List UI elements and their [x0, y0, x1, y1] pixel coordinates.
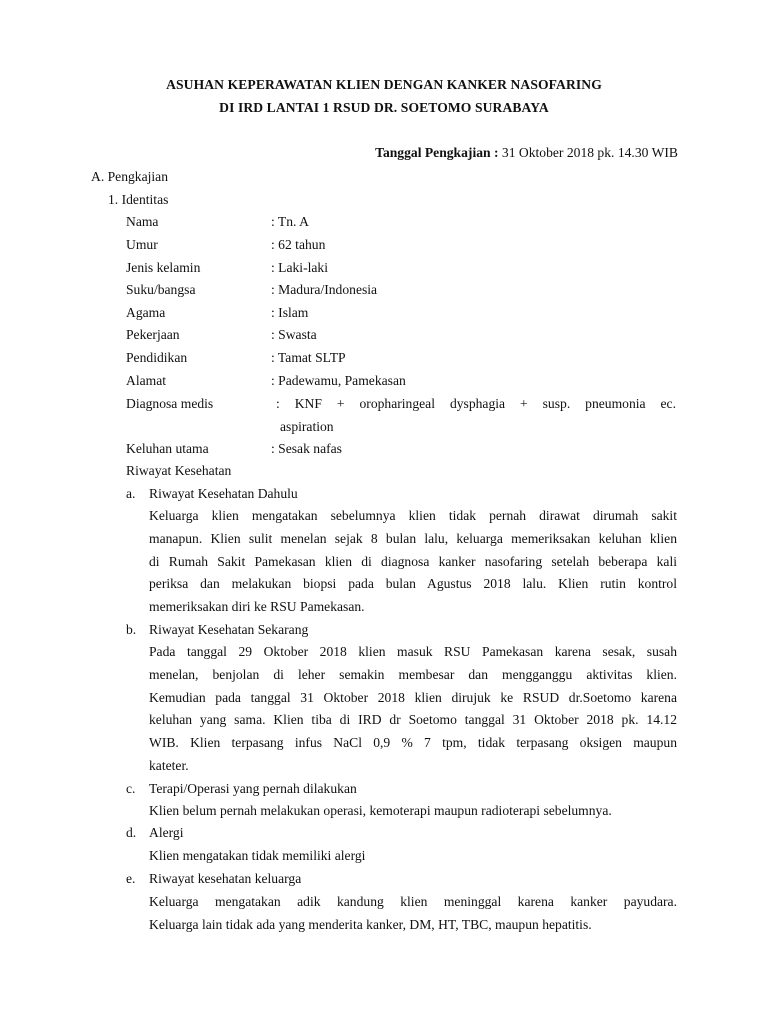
identity-value-nama: : Tn. A — [271, 214, 309, 229]
identity-label-keluhan-utama: Keluhan utama — [126, 441, 209, 456]
item-b-paragraph — [149, 641, 677, 778]
identity-value-agama: : Islam — [271, 305, 309, 320]
document-title-line1: ASUHAN KEPERAWATAN KLIEN DENGAN KANKER NASOFARING — [166, 77, 602, 92]
document-title-line2: DI IRD LANTAI 1 RSUD DR. SOETOMO SURABAYA — [219, 100, 549, 115]
item-e-marker: e. — [126, 871, 136, 886]
assessment-date — [375, 145, 678, 161]
paragraph-line: kateter. — [149, 757, 189, 773]
identity-label-umur: Umur — [126, 237, 158, 252]
identity-label-diagnosa-medis: Diagnosa medis — [126, 396, 214, 411]
identity-value-alamat: : Padewamu, Pamekasan — [271, 373, 406, 388]
paragraph-line: Keluarga mengatakan adik kandung klien meninggal karena kanker payudara. — [149, 894, 677, 909]
item-e-paragraph — [149, 891, 677, 937]
paragraph-line: Keluarga klien mengatakan sebelumnya klien tidak pernah dirawat dirumah sakit — [149, 508, 677, 523]
paragraph-line: menelan, benjolan di leher semakin membesar dan mengganggu aktivitas klien. — [149, 666, 677, 682]
identity-value-keluhan-utama: : Sesak nafas — [271, 441, 342, 456]
paragraph-line: Kemudian pada tanggal 31 Oktober 2018 klien dirujuk ke RSUD dr.Soetomo karena — [149, 689, 677, 705]
identity-value-umur: : 62 tahun — [271, 237, 326, 252]
paragraph-line: Klien mengatakan tidak memiliki alergi — [149, 848, 366, 863]
item-e-heading: Riwayat kesehatan keluarga — [149, 871, 302, 886]
paragraph-line: manapun. Klien sulit menelan sejak 8 bulan lalu, keluarga memeriksakan keluhan klien — [149, 530, 677, 546]
identity-value-diagnosa-medis-line2: aspiration — [280, 419, 334, 434]
identity-label-jenis-kelamin: Jenis kelamin — [126, 260, 201, 275]
riwayat-kesehatan-heading: Riwayat Kesehatan — [126, 463, 232, 478]
paragraph-line: WIB. Klien terpasang infus NaCl 0,9 % 7 tpm, tidak terpasang oksigen maupun — [149, 735, 677, 751]
item-c-heading: Terapi/Operasi yang pernah dilakukan — [149, 781, 357, 796]
identity-label-nama: Nama — [126, 214, 159, 229]
paragraph-line: periksa dan melakukan biopsi pada bulan Agustus 2018 lalu. Klien rutin kontrol — [149, 576, 677, 592]
paragraph-line: Pada tanggal 29 Oktober 2018 klien masuk RSU Pamekasan karena sesak, susah — [149, 644, 677, 659]
identity-value-jenis-kelamin: : Laki-laki — [271, 260, 328, 275]
identity-value-suku-bangsa: : Madura/Indonesia — [271, 282, 378, 297]
identity-label-suku-bangsa: Suku/bangsa — [126, 282, 196, 297]
identity-label-alamat: Alamat — [126, 373, 167, 388]
identity-value-pendidikan: : Tamat SLTP — [271, 350, 346, 365]
paragraph-line: Keluarga lain tidak ada yang menderita kanker, DM, HT, TBC, maupun hepatitis. — [149, 916, 592, 932]
paragraph-line: keluhan yang sama. Klien tiba di IRD dr Soetomo tanggal 31 Oktober 2018 pk. 14.12 — [149, 712, 677, 728]
item-d-marker: d. — [126, 825, 137, 840]
item-b-heading: Riwayat Kesehatan Sekarang — [149, 622, 309, 637]
section-a-heading: A. Pengkajian — [91, 169, 169, 184]
item-b-marker: b. — [126, 622, 137, 637]
item-a-marker: a. — [126, 486, 136, 501]
identity-label-pekerjaan: Pekerjaan — [126, 327, 180, 342]
item-c-paragraph — [149, 800, 677, 823]
identity-value-pekerjaan: : Swasta — [271, 327, 317, 342]
item-c-marker: c. — [126, 781, 136, 796]
identity-label-agama: Agama — [126, 305, 166, 320]
identity-value-diagnosa-medis-line1: : KNF + oropharingeal dysphagia + susp. pneumonia ec. — [276, 396, 676, 411]
paragraph-line: memeriksakan diri ke RSU Pamekasan. — [149, 599, 365, 615]
identity-label-pendidikan: Pendidikan — [126, 350, 188, 365]
item-d-heading: Alergi — [149, 825, 184, 840]
paragraph-line: di Rumah Sakit Pamekasan klien di diagnosa kanker nasofaring setelah beberapa kali — [149, 553, 677, 569]
assessment-date-value: 31 Oktober 2018 pk. 14.30 WIB — [498, 145, 678, 160]
subsection-identitas-heading: 1. Identitas — [108, 192, 169, 207]
item-a-heading: Riwayat Kesehatan Dahulu — [149, 486, 298, 501]
assessment-date-label: Tanggal Pengkajian : — [375, 145, 499, 160]
paragraph-line: Klien belum pernah melakukan operasi, kemoterapi maupun radioterapi sebelumnya. — [149, 803, 612, 818]
item-a-paragraph — [149, 505, 677, 619]
item-d-paragraph — [149, 845, 677, 868]
